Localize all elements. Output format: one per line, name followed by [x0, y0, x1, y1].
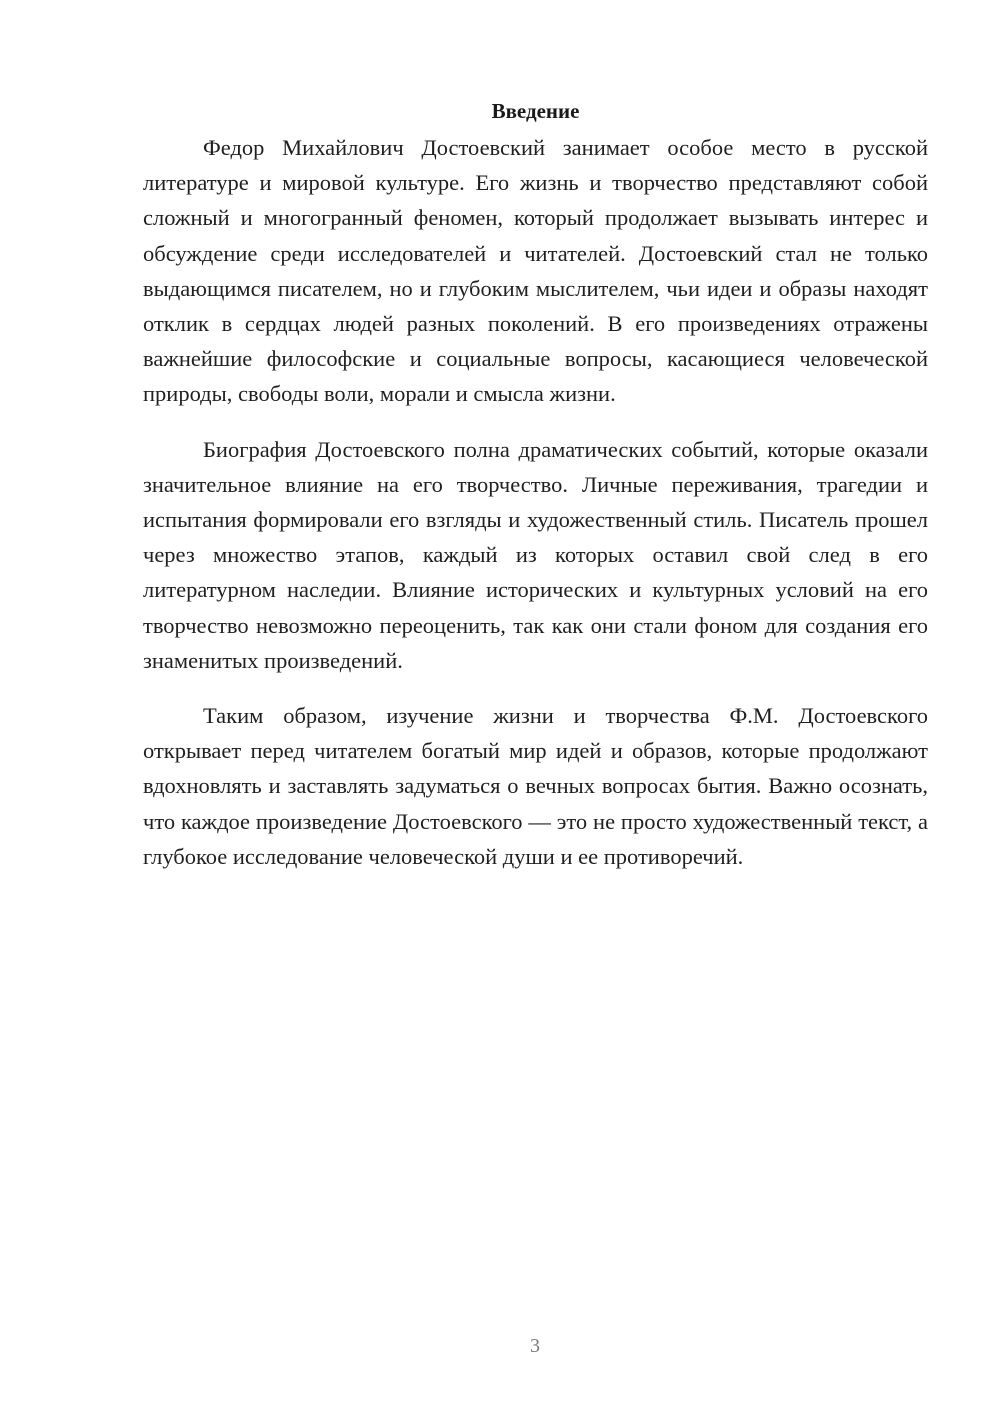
paragraph-1: Федор Михайлович Достоевский занимает особое место в русской литературе и мировой культуре. Его жизнь и творчество представляют собой сложный и многогранный феномен, который продолжает вызывать интерес и обсуждение среди исследователей и читателей. Достоевский стал не только выдающимся писателем, но и глубоким мыслителем, чьи идеи и образы находят отклик в сердцах людей разных поколений. В его произведениях отражены важнейшие философские и социальные вопросы, касающиеся человеческой природы, свободы воли, морали и смысла жизни.	[143, 135, 928, 407]
paragraph-2: Биография Достоевского полна драматических событий, которые оказали значительное влияние на его творчество. Личные переживания, трагедии и испытания формировали его взгляды и художественный стиль. Писатель прошел через множество этапов, каждый из которых оставил свой след в его литературном наследии. Влияние исторических и культурных условий на его творчество невозможно переоценить, так как они стали фоном для создания его знаменитых произведений.	[143, 436, 928, 673]
page-content	[143, 96, 928, 894]
section-title: Введение	[491, 99, 580, 123]
paragraph-3: Таким образом, изучение жизни и творчества Ф.М. Достоевского открывает перед читателем богатый мир идей и образов, которые продолжают вдохновлять и заставлять задуматься о вечных вопросах бытия. Важно осознать, что каждое произведение Достоевского — это не просто художественный текст, а глубокое исследование человеческой души и ее противоречий.	[143, 703, 928, 869]
page-number: 3	[530, 1335, 540, 1357]
